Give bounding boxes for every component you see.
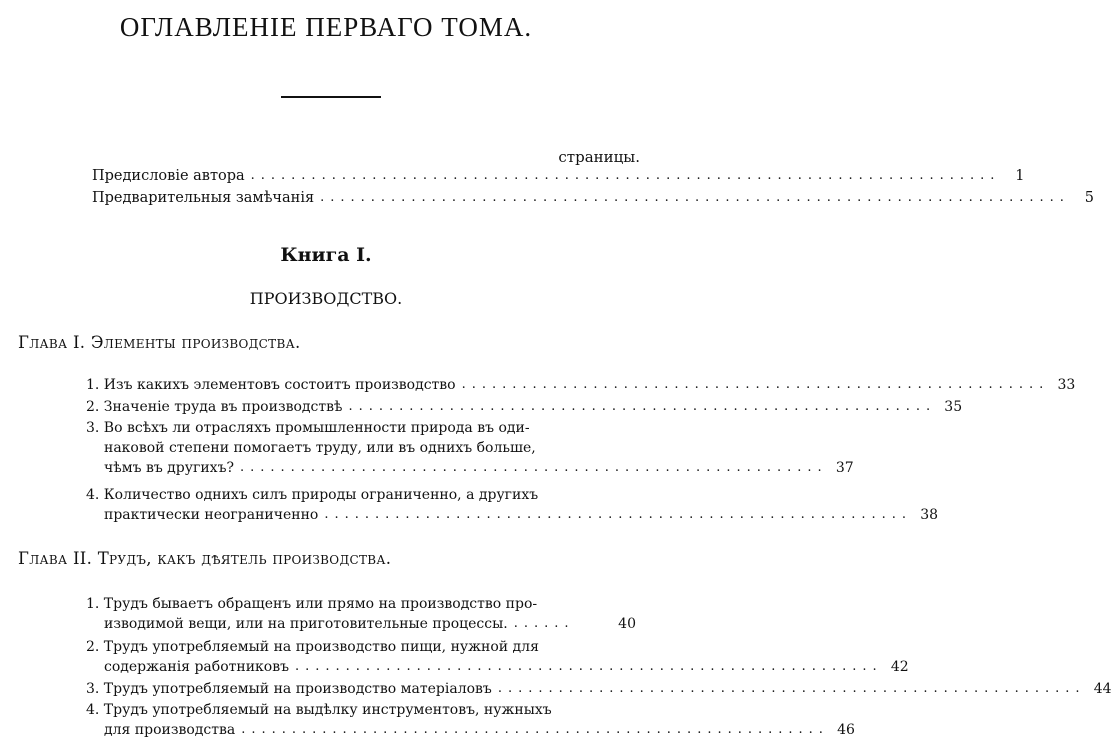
toc-item-text: чѣмъ въ другихъ? (104, 460, 234, 476)
toc-entry-page: 1 (1015, 168, 1025, 184)
toc-item-text: содержанія работниковъ (104, 659, 289, 675)
toc-item-page: 42 (890, 659, 909, 675)
toc-item-text: 1. Изъ какихъ элементовъ состоитъ производство (86, 377, 456, 393)
toc-entry-preliminary[interactable] (92, 188, 1094, 208)
leader-dots: .......................................................... (324, 507, 913, 522)
toc-item[interactable] (86, 594, 636, 634)
toc-item-page: 44 (1093, 681, 1112, 697)
leader-dots: .......................................................................... (320, 190, 1070, 205)
leader-dots: .......................................................................... (250, 168, 1001, 183)
toc-item-page: 33 (1057, 377, 1076, 393)
toc-item-text: изводимой вещи, или на приготовительные процессы. (104, 616, 508, 632)
toc-item-text: наковой степени помогаетъ труду, или въ однихъ больше, (104, 440, 536, 456)
toc-item-text: 3. Во всѣхъ ли отрасляхъ промышленности природа въ оди- (86, 420, 530, 436)
toc-item[interactable] (86, 679, 1112, 699)
chapter-heading-2[interactable]: Глава II. Трудъ, какъ дѣятель производства. (18, 549, 392, 568)
toc-item-page: 35 (944, 399, 963, 415)
leader-dots: .......................................................... (295, 659, 883, 674)
toc-item-page: 40 (618, 616, 636, 632)
toc-item[interactable] (86, 485, 939, 525)
toc-item-text: практически неограниченно (104, 507, 319, 523)
toc-item[interactable] (86, 375, 1076, 395)
leader-dots: .......................................................... (241, 722, 829, 737)
leader-dots: .......................................................... (348, 399, 937, 414)
leader-dots: .......................................................... (239, 460, 828, 475)
toc-item[interactable] (86, 700, 855, 740)
toc-item[interactable] (86, 637, 909, 677)
leader-dots: ...... (513, 616, 575, 631)
leader-dots: .......................................................... (461, 377, 1050, 392)
toc-item-page: 37 (835, 460, 854, 476)
part-heading: ПРОИЗВОДСТВО. (249, 289, 403, 308)
toc-item-text: 4. Трудъ употребляемый на выдѣлку инструментовъ, нужныхъ (86, 702, 552, 718)
toc-entry-preface[interactable] (92, 166, 1025, 186)
toc-entry-text: Предварительныя замѣчанія (92, 190, 315, 206)
toc-item-text: 1. Трудъ бываетъ обращенъ или прямо на производство про- (86, 596, 538, 612)
toc-item-text: для производства (104, 722, 236, 738)
pages-column-label: страницы. (558, 148, 640, 166)
toc-item-page: 46 (837, 722, 855, 738)
toc-item-text: 3. Трудъ употребляемый на производство матеріаловъ (86, 681, 492, 697)
leader-dots: .......................................................... (497, 681, 1086, 696)
toc-item-page: 38 (920, 507, 939, 523)
page-title: ОГЛАВЛЕНІЕ ПЕРВАГО ТОМА. (119, 12, 533, 42)
toc-entry-text: Предисловіе автора (92, 168, 245, 184)
toc-item[interactable] (86, 397, 963, 417)
toc-item[interactable] (86, 418, 854, 478)
book-heading: Книга I. (280, 244, 372, 266)
toc-item-text: 4. Количество однихъ силъ природы ограниченно, а другихъ (86, 487, 539, 503)
toc-entry-page: 5 (1084, 190, 1094, 206)
title-rule (281, 96, 381, 98)
chapter-heading-1[interactable]: Глава I. Элементы производства. (18, 333, 301, 352)
toc-item-text: 2. Значеніе труда въ производствѣ (86, 399, 343, 415)
toc-item-text: 2. Трудъ употребляемый на производство пищи, нужной для (86, 639, 539, 655)
